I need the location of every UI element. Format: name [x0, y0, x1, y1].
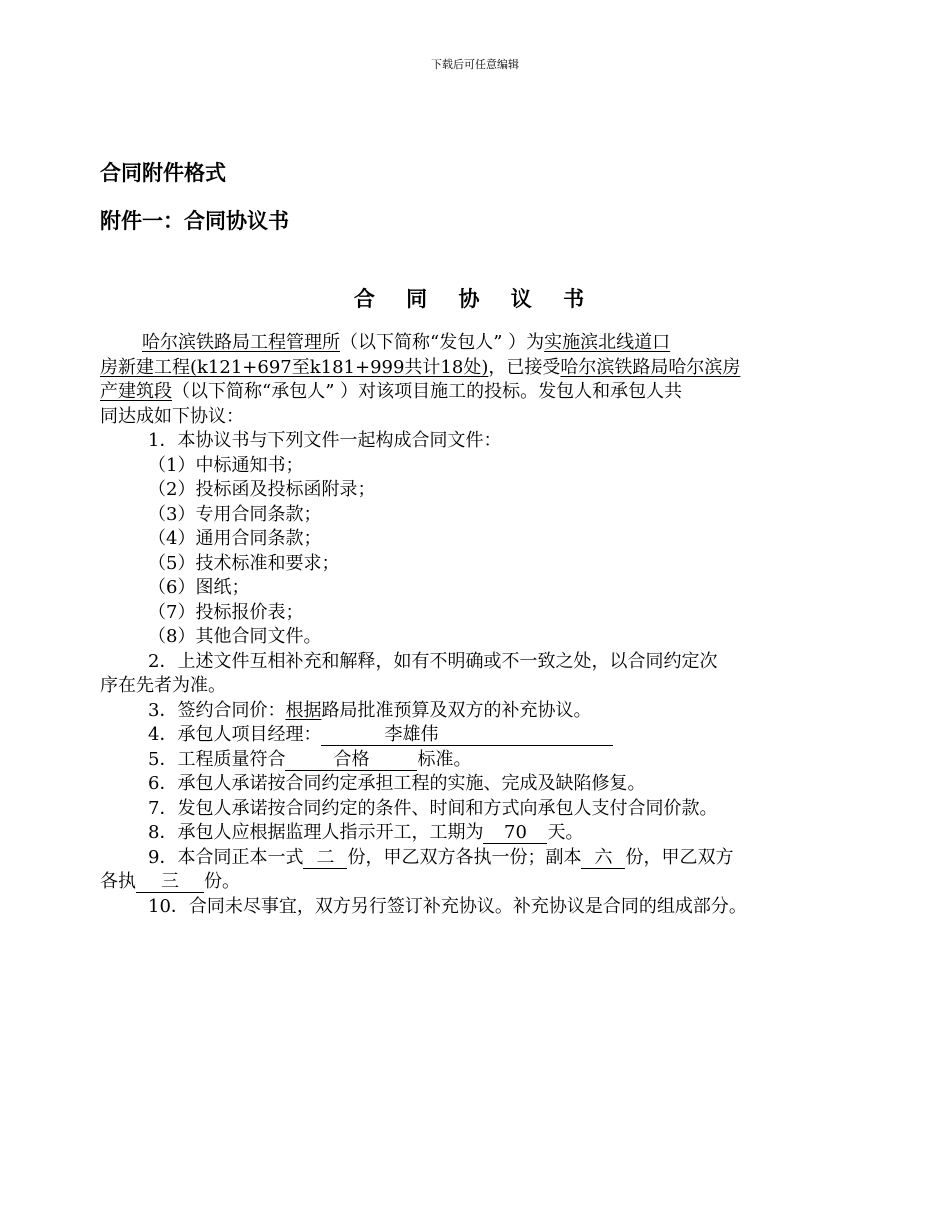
- clause-9-line2-prefix: 各执: [100, 871, 136, 892]
- accepted-text: ，已接受: [488, 356, 561, 378]
- clause-7: 7．发包人承诺按合同约定的条件、时间和方式向承包人支付合同价款。: [148, 797, 718, 819]
- copies-each-field: 三: [136, 872, 204, 893]
- clause-1-item: （6）图纸；: [148, 577, 250, 598]
- contractor-ref: （以下简称“承包人” ）对该项目施工的投标。发包人和承包人共: [172, 381, 683, 402]
- employer-ref: （以下简称“发包人” ）为: [340, 332, 545, 353]
- clause-8-suffix: 天。: [547, 822, 584, 843]
- project-manager-name: 李雄伟: [384, 724, 439, 745]
- clause-8-prefix: 8．承包人应根据监理人指示开工，工期为: [148, 822, 484, 843]
- clause-4-prefix: 4．承包人项目经理：: [148, 724, 322, 745]
- quality-field: 合格: [285, 750, 417, 771]
- clause-1-item: （2）投标函及投标函附录；: [148, 479, 376, 500]
- duration-days-field: 70: [483, 823, 547, 844]
- section-heading: 合同附件格式: [100, 161, 226, 185]
- clause-6: 6．承包人承诺按合同约定承担工程的实施、完成及缺陷修复。: [148, 773, 646, 794]
- intro-line-2: [100, 356, 840, 381]
- clause-3-prefix: 3．签约合同价：: [148, 699, 286, 721]
- clause-8: [100, 821, 840, 846]
- clause-9-suffix: 份，甲乙双方: [625, 846, 734, 868]
- clause-5-prefix: 5．工程质量符合: [148, 748, 286, 770]
- contractor-name-part1: 哈尔滨铁路局哈尔滨房: [560, 356, 741, 378]
- clause-1: 1．本协议书与下列文件一起构成合同文件：: [148, 430, 502, 451]
- clause-5: [100, 748, 840, 773]
- clause-2-line-1: 2．上述文件互相补充和解释，如有不明确或不一致之处，以合同约定次: [148, 650, 718, 672]
- clause-2-line-2: 序在先者为准。: [100, 675, 226, 696]
- clause-10: 10．合同未尽事宜，双方另行签订补充协议。补充协议是合同的组成部分。: [148, 895, 747, 917]
- clause-3: [100, 699, 840, 724]
- project-name-part2: 房新建工程(k121+697至k181+999共计18处): [100, 356, 489, 378]
- intro-line-1: [100, 331, 840, 356]
- clause-9-line2-suffix: 份。: [204, 871, 240, 892]
- clause-1-item: （7）投标报价表；: [148, 601, 304, 623]
- document-title: 合 同 协 议 书: [353, 287, 597, 311]
- contractor-name-part2: 产建筑段: [100, 381, 172, 402]
- intro-line-3: [100, 380, 840, 405]
- annex-heading: 附件一：合同协议书: [100, 209, 289, 233]
- project-name-part1: 实施滨北线道口: [544, 332, 671, 353]
- clause-9-line-1: [100, 846, 840, 871]
- clause-1-item: （3）专用合同条款；: [148, 503, 322, 525]
- originals-count-field: 二: [303, 848, 347, 869]
- agreement-body: [100, 331, 840, 919]
- project-manager-field: [321, 725, 613, 746]
- contract-price-basis: 根据: [285, 699, 322, 721]
- page-header-note: 下载后可任意编辑: [431, 58, 519, 71]
- clause-9-line-2: [100, 870, 840, 895]
- copies-count-field: 六: [581, 848, 625, 869]
- clause-5-suffix: 标准。: [417, 748, 472, 770]
- intro-line-4: 同达成如下协议：: [100, 405, 244, 427]
- clause-9-mid: 份，甲乙双方各执一份；副本: [347, 846, 582, 868]
- clause-1-item: （1）中标通知书；: [148, 454, 304, 476]
- clause-3-rest: 路局批准预算及双方的补充协议。: [321, 699, 592, 721]
- clause-1-item: （4）通用合同条款；: [148, 528, 322, 549]
- employer-name: 哈尔滨铁路局工程管理所: [142, 332, 340, 353]
- clause-9-prefix: 9．本合同正本一式: [148, 846, 304, 868]
- clause-1-item: （5）技术标准和要求；: [148, 552, 340, 574]
- clause-1-item: （8）其他合同文件。: [148, 626, 322, 647]
- clause-4: [100, 723, 840, 748]
